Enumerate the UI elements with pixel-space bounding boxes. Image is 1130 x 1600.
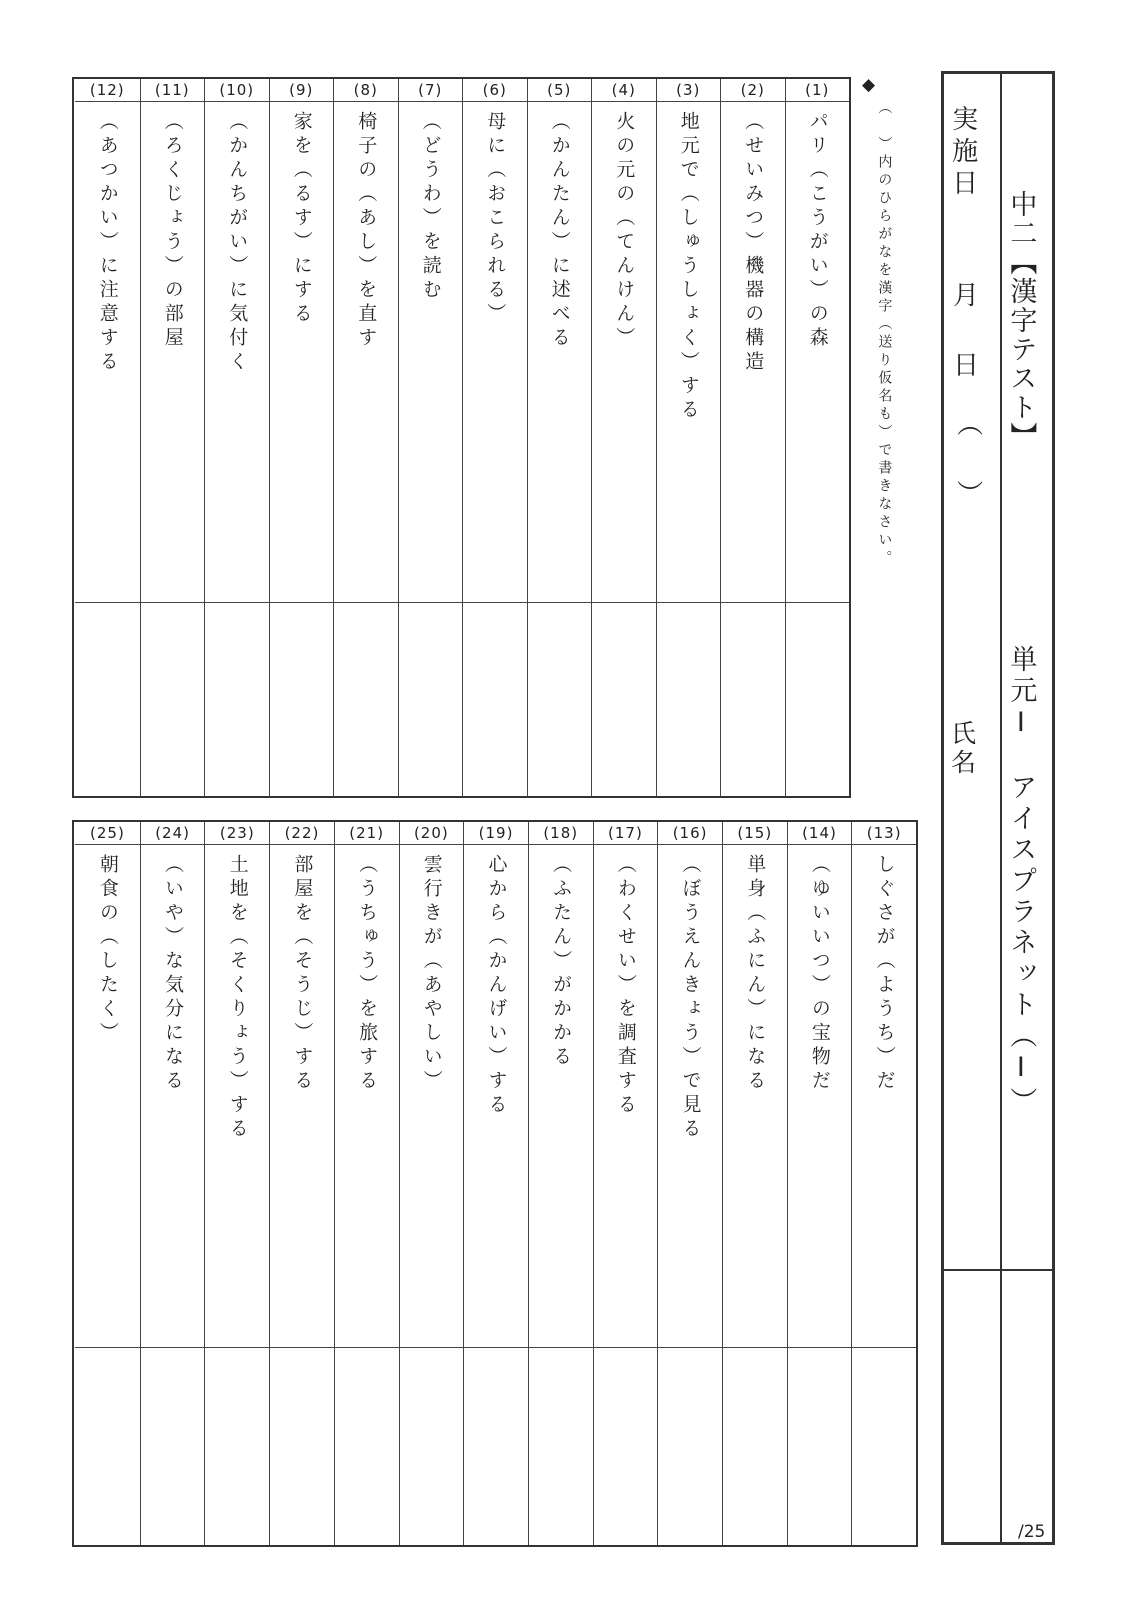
question-text: （ろくじょう）の部屋 bbox=[161, 111, 184, 351]
question-column bbox=[785, 79, 850, 796]
date-label: 実施日 bbox=[947, 105, 978, 201]
header-divider bbox=[1000, 74, 1002, 1542]
question-number: (19) bbox=[464, 822, 528, 845]
question-text: （どうわ）を読む bbox=[419, 111, 442, 303]
question-column bbox=[75, 822, 140, 1545]
question-text: （ゆいいつ）の宝物だ bbox=[808, 854, 831, 1094]
answer-box[interactable] bbox=[786, 602, 850, 796]
question-number: (7) bbox=[399, 79, 463, 102]
question-table-top bbox=[72, 77, 851, 798]
answer-box[interactable] bbox=[464, 1347, 528, 1545]
question-number: (14) bbox=[788, 822, 852, 845]
question-number: (11) bbox=[141, 79, 205, 102]
question-text: 地元で（しゅうしょく）する bbox=[677, 111, 700, 423]
answer-box[interactable] bbox=[75, 1347, 140, 1545]
question-number: (5) bbox=[528, 79, 592, 102]
answer-box[interactable] bbox=[723, 1347, 787, 1545]
question-number: (4) bbox=[592, 79, 656, 102]
question-number: (24) bbox=[141, 822, 205, 845]
answer-box[interactable] bbox=[592, 602, 656, 796]
question-column bbox=[140, 822, 205, 1545]
question-column bbox=[591, 79, 656, 796]
answer-box[interactable] bbox=[141, 602, 205, 796]
question-number: (20) bbox=[400, 822, 464, 845]
question-text: 家を（るす）にする bbox=[290, 111, 313, 327]
answer-box[interactable] bbox=[788, 1347, 852, 1545]
question-number: (18) bbox=[529, 822, 593, 845]
weekday-bracket-open[interactable]: （ bbox=[952, 410, 983, 436]
question-number: (2) bbox=[721, 79, 785, 102]
question-column bbox=[593, 822, 658, 1545]
question-number: (16) bbox=[658, 822, 722, 845]
answer-box[interactable] bbox=[270, 1347, 334, 1545]
question-text: パリ（こうがい）の森 bbox=[806, 111, 829, 351]
question-text: （うちゅう）を旅する bbox=[356, 854, 379, 1094]
month-label[interactable]: 月 bbox=[953, 281, 980, 311]
question-column bbox=[140, 79, 205, 796]
instruction-bullet: ◆ bbox=[862, 75, 876, 95]
question-column bbox=[399, 822, 464, 1545]
question-column bbox=[462, 79, 527, 796]
answer-box[interactable] bbox=[270, 602, 334, 796]
question-number: (13) bbox=[852, 822, 916, 845]
question-column bbox=[75, 79, 140, 796]
answer-box[interactable] bbox=[594, 1347, 658, 1545]
question-column bbox=[720, 79, 785, 796]
question-number: (8) bbox=[334, 79, 398, 102]
question-number: (15) bbox=[723, 822, 787, 845]
answer-box[interactable] bbox=[205, 1347, 269, 1545]
question-column bbox=[398, 79, 463, 796]
question-text: 椅子の（あし）を直す bbox=[355, 111, 378, 351]
answer-box[interactable] bbox=[658, 1347, 722, 1545]
question-number: (25) bbox=[75, 822, 140, 845]
unit-title: 単元Ⅰ アイスプラネット（Ⅰ） bbox=[1005, 645, 1037, 1118]
answer-box[interactable] bbox=[400, 1347, 464, 1545]
question-number: (23) bbox=[205, 822, 269, 845]
question-number: (17) bbox=[594, 822, 658, 845]
answer-box[interactable] bbox=[528, 602, 592, 796]
day-label[interactable]: 日 bbox=[953, 351, 980, 381]
question-column bbox=[269, 79, 334, 796]
question-text: 雲行きが（あやしい） bbox=[420, 854, 443, 1094]
answer-box[interactable] bbox=[75, 602, 140, 796]
answer-box[interactable] bbox=[529, 1347, 593, 1545]
question-text: 母に（おこられる） bbox=[484, 111, 507, 327]
question-column bbox=[334, 822, 399, 1545]
question-column bbox=[527, 79, 592, 796]
question-text: （わくせい）を調査する bbox=[614, 854, 637, 1118]
question-table-bottom bbox=[72, 820, 918, 1547]
question-column bbox=[463, 822, 528, 1545]
question-number: (12) bbox=[75, 79, 140, 102]
question-column bbox=[657, 822, 722, 1545]
question-text: （かんちがい）に気付く bbox=[226, 111, 249, 375]
question-number: (6) bbox=[463, 79, 527, 102]
question-column bbox=[204, 79, 269, 796]
answer-box[interactable] bbox=[205, 602, 269, 796]
question-text: 単身（ふにん）になる bbox=[744, 854, 767, 1094]
question-text: （あつかい）に注意する bbox=[96, 111, 119, 375]
test-title: 中二【漢字テスト】 bbox=[1005, 190, 1037, 451]
question-number: (10) bbox=[205, 79, 269, 102]
question-text: （いや）な気分になる bbox=[162, 854, 185, 1094]
answer-box[interactable] bbox=[463, 602, 527, 796]
score-box-divider bbox=[944, 1269, 1052, 1271]
name-label[interactable]: 氏名 bbox=[947, 720, 977, 778]
answer-box[interactable] bbox=[721, 602, 785, 796]
question-text: （かんたん）に述べる bbox=[548, 111, 571, 351]
question-column bbox=[787, 822, 852, 1545]
answer-box[interactable] bbox=[334, 602, 398, 796]
answer-box[interactable] bbox=[852, 1347, 916, 1545]
question-column bbox=[528, 822, 593, 1545]
question-column bbox=[333, 79, 398, 796]
question-column bbox=[656, 79, 721, 796]
question-text: 火の元の（てんけん） bbox=[613, 111, 636, 351]
question-number: (22) bbox=[270, 822, 334, 845]
question-text: 部屋を（そうじ）する bbox=[291, 854, 314, 1094]
answer-box[interactable] bbox=[141, 1347, 205, 1545]
question-number: (3) bbox=[657, 79, 721, 102]
question-column bbox=[204, 822, 269, 1545]
answer-box[interactable] bbox=[657, 602, 721, 796]
question-text: （せいみつ）機器の構造 bbox=[742, 111, 765, 375]
question-text: 朝食の（したく） bbox=[96, 854, 119, 1046]
score-total: /25 bbox=[1018, 1522, 1046, 1542]
instruction-text: （ ）内のひらがなを漢字（送り仮名も）で書きなさい。 bbox=[876, 100, 893, 568]
question-column bbox=[269, 822, 334, 1545]
question-text: しぐさが（ようち）だ bbox=[873, 854, 896, 1094]
question-text: （ぼうえんきょう）で見る bbox=[679, 854, 702, 1142]
question-number: (9) bbox=[270, 79, 334, 102]
question-number: (21) bbox=[335, 822, 399, 845]
question-text: 土地を（そくりょう）する bbox=[226, 854, 249, 1142]
answer-box[interactable] bbox=[335, 1347, 399, 1545]
question-text: 心から（かんげい）する bbox=[485, 854, 508, 1118]
question-text: （ふたん）がかかる bbox=[550, 854, 573, 1070]
answer-box[interactable] bbox=[399, 602, 463, 796]
question-column bbox=[722, 822, 787, 1545]
question-number: (1) bbox=[786, 79, 850, 102]
weekday-bracket-close[interactable]: ） bbox=[952, 480, 983, 506]
question-column bbox=[851, 822, 916, 1545]
